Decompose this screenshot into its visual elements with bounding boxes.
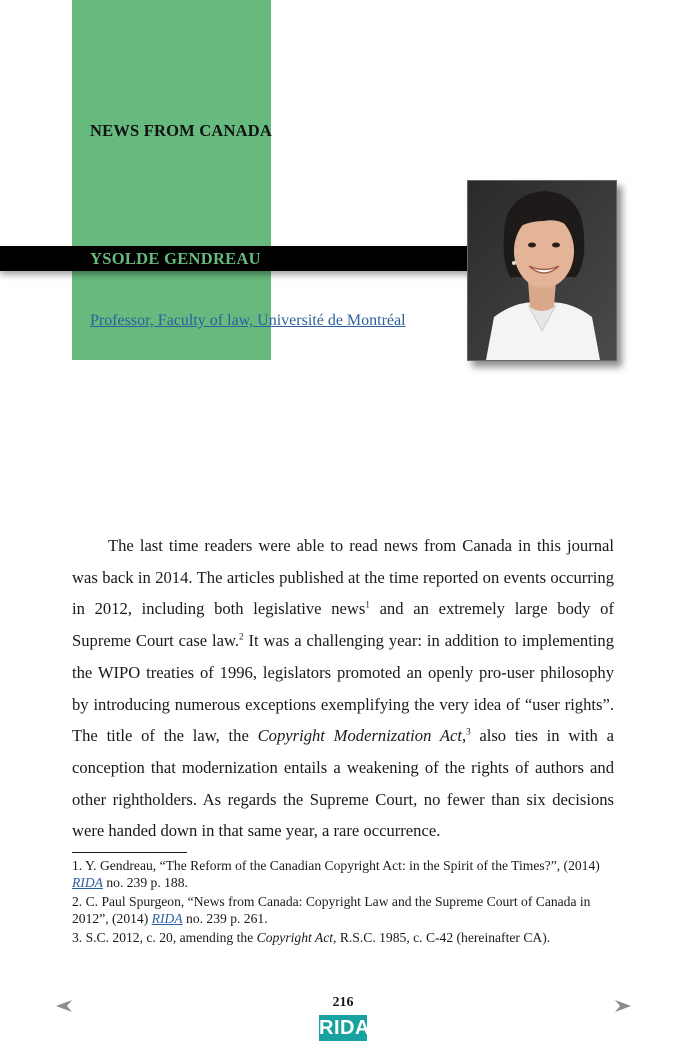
body-paragraph [72,530,614,847]
body-text-segment: also ties in with a conception that modernization entails a weakening of the rights of authors and other rightholders. As regards the Supreme Court, no fewer than six decisions were handed down in that same year, a rare occurrence. [72,726,614,841]
footnote-3 [72,929,614,946]
footnote-text: 1. Y. Gendreau, “The Reform of the Canadian Copyright Act: in the Spirit of the Times?”, (2014) [72,858,600,873]
section-title: NEWS FROM CANADA [90,121,272,140]
act-title: Copyright Modernization Act [257,726,462,746]
footnote-text: , R.S.C. 1985, c. C-42 (hereinafter CA). [333,930,551,945]
author-name: YSOLDE GENDREAU [90,249,261,268]
rida-logo: RIDA [319,1017,370,1039]
footnote-ref-3[interactable]: 3 [466,726,471,737]
footnotes [72,857,614,948]
body-text-segment: It was a challenging year: in addition to implementing the WIPO treaties of 1996, legislators promoted an openly pro-user philosophy by introducing numerous exceptions exemplifying the very idea of “user rights”. The title of the law, the [72,631,615,746]
footnote-text: 3. S.C. 2012, c. 20, amending the [72,930,257,945]
portrait-image [468,181,616,360]
footnote-text: no. 239 p. 188. [102,875,188,890]
footnote-text: no. 239 p. 261. [182,911,268,926]
author-portrait [467,180,617,361]
footnote-2 [72,893,614,927]
footnote-ref-2[interactable]: 2 [239,631,244,642]
footnote-1 [72,857,614,891]
page-number: 216 [332,995,354,1010]
footnote-divider [72,852,187,853]
body-text-segment: , [461,726,467,746]
body-text-segment: The last time readers were able to read news from Canada in this journal was back in 2014. The articles published at the time reported on events occurring in 2012, including both legislative news [72,536,614,619]
footnote-italic: Copyright Act [256,930,334,945]
arrow-right-icon[interactable] [614,998,632,1014]
body-text-segment: and an extremely large body of Supreme Court case law. [72,599,615,651]
footnote-ref-1[interactable]: 1 [365,599,370,610]
footnote-text: 2. C. Paul Spurgeon, “News from Canada: Copyright Law and the Supreme Court of Canada in 2012”, (2014) [72,894,591,926]
header-green-block [72,0,271,360]
rida-link[interactable]: RIDA [72,875,103,890]
rida-link[interactable]: RIDA [151,911,183,926]
author-affiliation-link[interactable]: Professor, Faculty of law, Université de Montréal [90,312,406,329]
